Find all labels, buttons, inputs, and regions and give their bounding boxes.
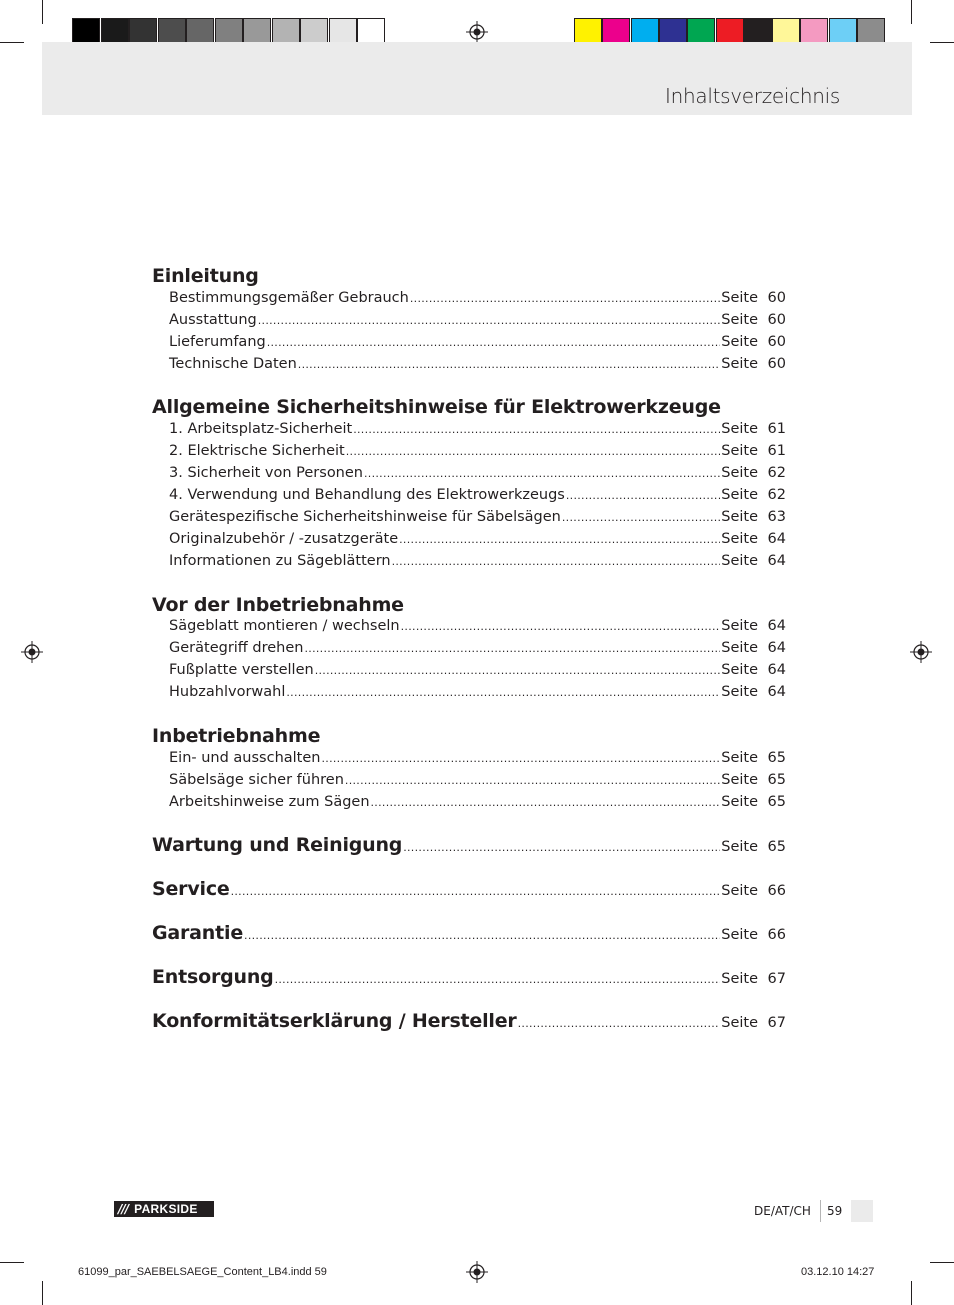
toc-entry[interactable] xyxy=(169,794,786,814)
toc-entry[interactable] xyxy=(169,640,786,660)
toc-entry-page: 67 xyxy=(767,971,786,987)
toc-entry-seite: Seite xyxy=(721,312,758,328)
leader-dots xyxy=(353,421,720,437)
registration-mark-icon xyxy=(21,641,43,663)
toc-entry-label: Originalzubehör / -zusatzgeräte xyxy=(169,531,399,547)
crop-mark xyxy=(42,1281,43,1305)
toc-entry[interactable] xyxy=(169,553,786,573)
leader-dots xyxy=(364,465,720,481)
toc-entry-page: 60 xyxy=(767,290,786,306)
crop-mark xyxy=(0,1262,24,1263)
toc-entry-seite: Seite xyxy=(721,618,758,634)
toc-entry[interactable] xyxy=(169,531,786,551)
toc-entry-page: 60 xyxy=(767,312,786,328)
toc-entry-seite: Seite xyxy=(721,772,758,788)
toc-entry-seite: Seite xyxy=(721,531,758,547)
toc-entry-label: 3. Sicherheit von Personen xyxy=(169,465,363,481)
toc-main-entry[interactable] xyxy=(152,878,786,900)
toc-entry[interactable] xyxy=(169,684,786,704)
toc-entry-seite: Seite xyxy=(721,1015,758,1031)
slug-filename: 61099_par_SAEBELSAEGE_Content_LB4.indd 59 xyxy=(78,1266,327,1278)
toc-entry[interactable] xyxy=(169,465,786,485)
leader-dots xyxy=(304,640,720,656)
toc-entry[interactable] xyxy=(169,618,786,638)
toc-entry-seite: Seite xyxy=(721,290,758,306)
toc-entry-label: 4. Verwendung und Behandlung des Elektrowerkzeugs xyxy=(169,487,565,503)
section-heading: Inbetriebnahme xyxy=(152,725,321,747)
crop-mark xyxy=(911,0,912,24)
leader-dots xyxy=(231,885,721,898)
toc-entry-seite: Seite xyxy=(721,662,758,678)
leader-dots xyxy=(267,334,721,350)
toc-entry-label: Hubzahlvorwahl xyxy=(169,684,286,700)
toc-main-entry[interactable] xyxy=(152,834,786,856)
crop-mark xyxy=(42,0,43,24)
toc-entry-seite: Seite xyxy=(721,794,758,810)
toc-entry[interactable] xyxy=(169,421,786,441)
toc-entry-seite: Seite xyxy=(721,443,758,459)
toc-entry-page: 64 xyxy=(767,684,786,700)
crop-mark xyxy=(911,1281,912,1305)
toc-entry-seite: Seite xyxy=(721,465,758,481)
toc-entry-page: 61 xyxy=(767,443,786,459)
toc-entry-page: 65 xyxy=(767,750,786,766)
toc-entry-seite: Seite xyxy=(721,553,758,569)
toc-entry[interactable] xyxy=(169,356,786,376)
leader-dots xyxy=(321,750,720,766)
toc-entry-page: 66 xyxy=(767,927,786,943)
toc-main-entry[interactable] xyxy=(152,966,786,988)
toc-entry-page: 60 xyxy=(767,356,786,372)
toc-entry-page: 65 xyxy=(767,772,786,788)
toc-entry-page: 65 xyxy=(767,794,786,810)
toc-entry-label: Sägeblatt montieren / wechseln xyxy=(169,618,400,634)
toc-entry-seite: Seite xyxy=(721,487,758,503)
toc-main-entry[interactable] xyxy=(152,922,786,944)
logo-text: PARKSIDE xyxy=(134,1202,198,1216)
section-heading: Vor der Inbetriebnahme xyxy=(152,594,404,616)
registration-mark-icon xyxy=(466,1261,488,1283)
toc-entry[interactable] xyxy=(169,487,786,507)
toc-entry[interactable] xyxy=(169,290,786,310)
leader-dots xyxy=(518,1017,721,1030)
toc-entry[interactable] xyxy=(169,750,786,770)
toc-entry-page: 65 xyxy=(767,839,786,855)
leader-dots xyxy=(244,929,720,942)
toc-entry-label: 1. Arbeitsplatz-Sicherheit xyxy=(169,421,353,437)
toc-entry[interactable] xyxy=(169,509,786,529)
toc-entry-label: Bestimmungsgemäßer Gebrauch xyxy=(169,290,409,306)
toc-entry-label: 2. Elektrische Sicherheit xyxy=(169,443,345,459)
toc-entry-page: 64 xyxy=(767,531,786,547)
slug-date: 03.12.10 14:27 xyxy=(801,1266,875,1278)
toc-entry[interactable] xyxy=(169,312,786,332)
crop-mark xyxy=(930,42,954,43)
toc-main-entry-label: Service xyxy=(152,878,230,900)
toc-entry-label: Ein- und ausschalten xyxy=(169,750,321,766)
toc-entry-seite: Seite xyxy=(721,971,758,987)
toc-entry-page: 67 xyxy=(767,1015,786,1031)
toc-entry-label: Technische Daten xyxy=(169,356,297,372)
toc-main-entry-label: Wartung und Reinigung xyxy=(152,834,403,856)
footer-tab-box xyxy=(851,1200,873,1222)
leader-dots xyxy=(298,356,720,372)
toc-entry-page: 62 xyxy=(767,487,786,503)
footer-language: DE/AT/CH xyxy=(754,1204,811,1218)
toc-entry-label: Gerätegriff drehen xyxy=(169,640,304,656)
toc-entry-seite: Seite xyxy=(721,509,758,525)
footer-divider xyxy=(820,1200,821,1222)
leader-dots xyxy=(371,794,721,810)
toc-entry-seite: Seite xyxy=(721,750,758,766)
leader-dots xyxy=(345,772,720,788)
leader-dots xyxy=(403,841,720,854)
leader-dots xyxy=(258,312,720,328)
toc-entry-label: Fußplatte verstellen xyxy=(169,662,314,678)
leader-dots xyxy=(315,662,721,678)
leader-dots xyxy=(399,531,720,547)
registration-mark-icon xyxy=(910,641,932,663)
toc-entry-seite: Seite xyxy=(721,883,758,899)
toc-entry-page: 62 xyxy=(767,465,786,481)
toc-entry[interactable] xyxy=(169,772,786,792)
toc-entry[interactable] xyxy=(169,443,786,463)
crop-mark xyxy=(0,42,24,43)
leader-dots xyxy=(346,443,721,459)
toc-entry-label: Gerätespezifische Sicherheitshinweise für Säbelsägen xyxy=(169,509,561,525)
toc-main-entry-label: Entsorgung xyxy=(152,966,274,988)
toc-entry-label: Informationen zu Sägeblättern xyxy=(169,553,391,569)
parkside-logo xyxy=(114,1201,214,1217)
toc-entry[interactable] xyxy=(169,334,786,354)
toc-entry-page: 64 xyxy=(767,662,786,678)
toc-entry-page: 63 xyxy=(767,509,786,525)
leader-dots xyxy=(566,487,720,503)
toc-entry-label: Lieferumfang xyxy=(169,334,266,350)
registration-mark-icon xyxy=(466,21,488,43)
leader-dots xyxy=(275,973,721,986)
toc-entry-seite: Seite xyxy=(721,334,758,350)
toc-entry-page: 64 xyxy=(767,553,786,569)
toc-entry-page: 64 xyxy=(767,640,786,656)
section-heading: Allgemeine Sicherheitshinweise für Elektrowerkzeuge xyxy=(152,396,721,418)
leader-dots xyxy=(562,509,720,525)
toc-entry-seite: Seite xyxy=(721,839,758,855)
toc-main-entry[interactable] xyxy=(152,1010,786,1032)
toc-entry[interactable] xyxy=(169,662,786,682)
toc-entry-seite: Seite xyxy=(721,421,758,437)
toc-entry-page: 60 xyxy=(767,334,786,350)
toc-entry-page: 66 xyxy=(767,883,786,899)
logo-slashes: /// xyxy=(118,1202,129,1216)
toc-entry-seite: Seite xyxy=(721,640,758,656)
toc-entry-page: 61 xyxy=(767,421,786,437)
leader-dots xyxy=(392,553,721,569)
page-title: Inhaltsverzeichnis xyxy=(665,84,840,108)
footer-page-number: 59 xyxy=(827,1204,843,1218)
toc-entry-seite: Seite xyxy=(721,927,758,943)
toc-entry-label: Ausstattung xyxy=(169,312,257,328)
toc-main-entry-label: Konformitätserklärung / Hersteller xyxy=(152,1010,517,1032)
section-heading: Einleitung xyxy=(152,265,259,287)
leader-dots xyxy=(401,618,721,634)
toc-entry-label: Arbeitshinweise zum Sägen xyxy=(169,794,370,810)
toc-entry-seite: Seite xyxy=(721,684,758,700)
toc-entry-label: Säbelsäge sicher führen xyxy=(169,772,344,788)
toc-entry-seite: Seite xyxy=(721,356,758,372)
toc-entry-page: 64 xyxy=(767,618,786,634)
leader-dots xyxy=(286,684,720,700)
crop-mark xyxy=(930,1262,954,1263)
leader-dots xyxy=(410,290,720,306)
toc-main-entry-label: Garantie xyxy=(152,922,244,944)
